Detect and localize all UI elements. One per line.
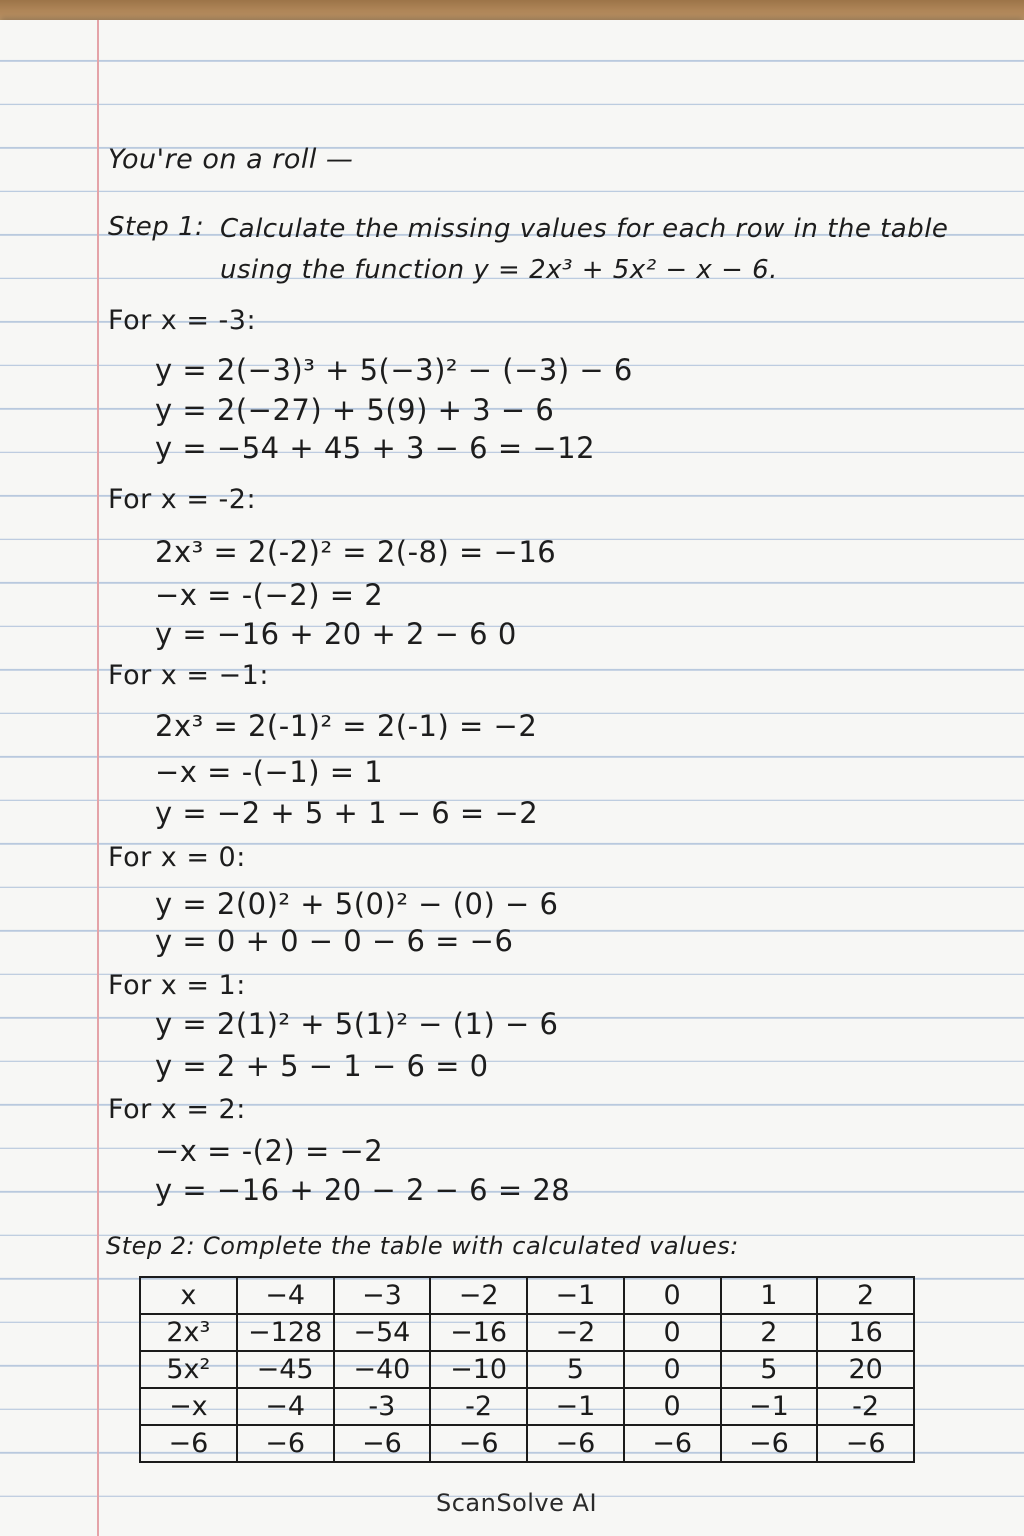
heading: You're on a roll — xyxy=(108,144,354,175)
work-line: −x = -(2) = −2 xyxy=(155,1134,384,1168)
table-cell: −1 xyxy=(721,1388,818,1425)
table-row-header: −x xyxy=(140,1388,237,1425)
values-table xyxy=(139,1276,915,1460)
table-cell: −128 xyxy=(237,1314,334,1351)
table-cell: 0 xyxy=(624,1351,721,1388)
work-label-x-neg1: For x = −1: xyxy=(108,660,269,691)
table-cell: 20 xyxy=(817,1351,914,1388)
table-row-header: 5x² xyxy=(140,1351,237,1388)
table-cell: −6 xyxy=(430,1425,527,1462)
table-cell: 2 xyxy=(817,1277,914,1314)
table-cell: −6 xyxy=(624,1425,721,1462)
table-cell: 5 xyxy=(527,1351,624,1388)
table-cell: −6 xyxy=(334,1425,431,1462)
work-label-x-neg2: For x = -2: xyxy=(108,484,257,515)
margin-line xyxy=(97,20,99,1536)
step1-text: Calculate the missing values for each row in the table xyxy=(220,214,949,244)
table-cell: −3 xyxy=(334,1277,431,1314)
footer-brand: ScanSolve AI xyxy=(436,1489,598,1517)
table-row-header: 2x³ xyxy=(140,1314,237,1351)
work-line: 2x³ = 2(-1)² = 2(-1) = −2 xyxy=(155,709,538,743)
work-line: y = −54 + 45 + 3 − 6 = −12 xyxy=(155,431,596,465)
work-line: y = 2(−27) + 5(9) + 3 − 6 xyxy=(155,393,555,427)
table-cell: −6 xyxy=(721,1425,818,1462)
table-cell: 0 xyxy=(624,1277,721,1314)
table-cell: −1 xyxy=(527,1388,624,1425)
table-cell: 0 xyxy=(624,1314,721,1351)
table-cell: −40 xyxy=(334,1351,431,1388)
table-cell: −1 xyxy=(527,1277,624,1314)
table-row xyxy=(140,1351,914,1388)
table-cell: 16 xyxy=(817,1314,914,1351)
table-cell: −54 xyxy=(334,1314,431,1351)
table-cell: 2 xyxy=(721,1314,818,1351)
table-row xyxy=(140,1277,914,1314)
work-label-x-2: For x = 2: xyxy=(108,1094,246,1125)
step2-label: Step 2: xyxy=(106,1232,196,1260)
work-line: −x = -(−1) = 1 xyxy=(155,755,384,789)
table-cell: -2 xyxy=(430,1388,527,1425)
table-cell: −2 xyxy=(430,1277,527,1314)
work-line: y = 2 + 5 − 1 − 6 = 0 xyxy=(155,1049,489,1083)
table-cell: -2 xyxy=(817,1388,914,1425)
work-line: y = 0 + 0 − 0 − 6 = −6 xyxy=(155,924,514,958)
work-line: y = 2(1)² + 5(1)² − (1) − 6 xyxy=(155,1007,559,1041)
work-label-x-neg3: For x = -3: xyxy=(108,305,257,336)
table-cell: −4 xyxy=(237,1277,334,1314)
table-cell: −6 xyxy=(817,1425,914,1462)
table-cell: −6 xyxy=(527,1425,624,1462)
table-row-header: x xyxy=(140,1277,237,1314)
work-label-x-1: For x = 1: xyxy=(108,970,246,1001)
table-cell: −45 xyxy=(237,1351,334,1388)
table-cell: 0 xyxy=(624,1388,721,1425)
work-line: y = 2(−3)³ + 5(−3)² − (−3) − 6 xyxy=(155,353,633,387)
table-row xyxy=(140,1314,914,1351)
step1-label: Step 1: xyxy=(108,212,205,242)
table-row xyxy=(140,1388,914,1425)
table-row-header: −6 xyxy=(140,1425,237,1462)
table-cell: −4 xyxy=(237,1388,334,1425)
step2-text: Complete the table with calculated values: xyxy=(203,1232,739,1260)
table-cell: −16 xyxy=(430,1314,527,1351)
work-line: y = −2 + 5 + 1 − 6 = −2 xyxy=(155,796,539,830)
table-cell: −2 xyxy=(527,1314,624,1351)
table-cell: 5 xyxy=(721,1351,818,1388)
work-line: y = −16 + 20 + 2 − 6 0 xyxy=(155,617,517,651)
table-cell: 1 xyxy=(721,1277,818,1314)
work-line: −x = -(−2) = 2 xyxy=(155,578,384,612)
table-row xyxy=(140,1425,914,1462)
table-cell: −6 xyxy=(237,1425,334,1462)
work-line: y = −16 + 20 − 2 − 6 = 28 xyxy=(155,1173,571,1207)
work-line: y = 2(0)² + 5(0)² − (0) − 6 xyxy=(155,887,559,921)
table-cell: −10 xyxy=(430,1351,527,1388)
work-line: 2x³ = 2(-2)² = 2(-8) = −16 xyxy=(155,535,557,569)
work-label-x-0: For x = 0: xyxy=(108,842,246,873)
table-cell: -3 xyxy=(334,1388,431,1425)
step1-function: using the function y = 2x³ + 5x² − x − 6. xyxy=(220,255,778,285)
